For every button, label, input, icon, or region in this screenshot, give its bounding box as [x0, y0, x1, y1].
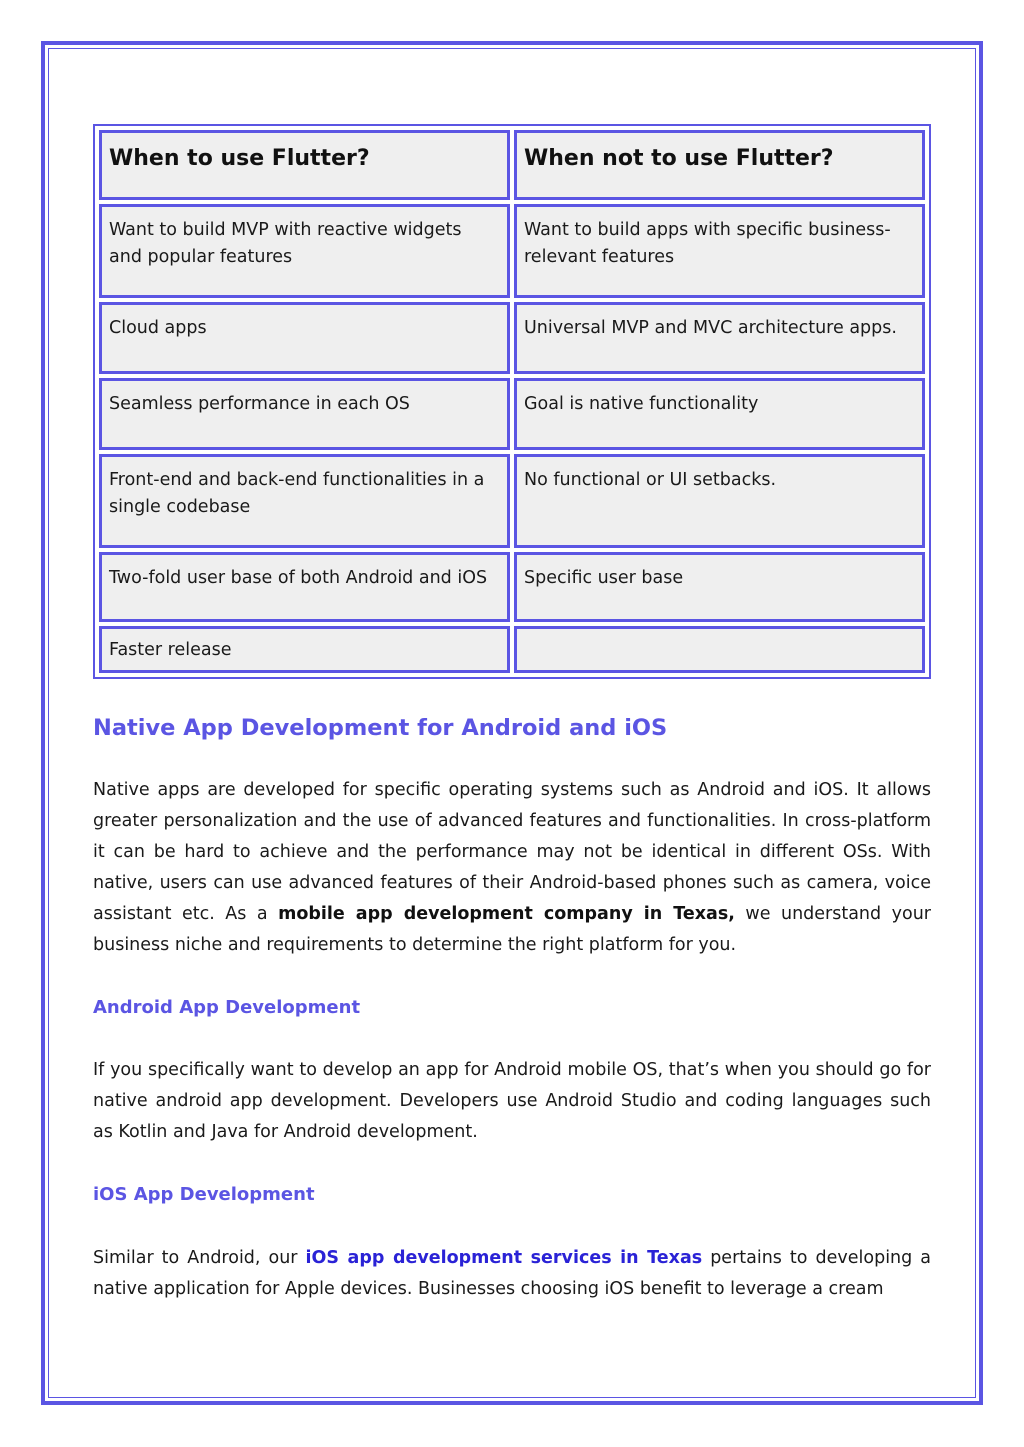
- table-row: [99, 378, 925, 450]
- table-header-cell: When to use Flutter?: [99, 130, 510, 200]
- table-cell: Want to build MVP with reactive widgets and popular features: [99, 204, 510, 298]
- native-paragraph-text: Native apps are developed for specific operating systems such as Android and iOS. It allows greater personalization and the use of advanced features and functionalities. In cross-platform it can be hard to achieve and the performance may not be identical in different OSs. With native, users can use advanced features of their Android-based phones such as camera, voice assistant etc. As a: [93, 780, 931, 924]
- android-section-heading: Android App Development: [93, 997, 361, 1018]
- table-header-row: [99, 130, 925, 200]
- table-cell-empty: [514, 626, 925, 673]
- table-cell: Specific user base: [514, 552, 925, 622]
- table-cell: Goal is native functionality: [514, 378, 925, 450]
- native-paragraph-bold: mobile app development company in Texas,: [278, 904, 735, 924]
- ios-paragraph-text-end: pertains to developing a native application for Apple devices. Businesses choosing iOS benefit to leverage a cream: [93, 1248, 931, 1299]
- table-row: [99, 626, 925, 673]
- android-paragraph: If you specifically want to develop an app for Android mobile OS, that’s when you should go for native android app development. Developers use Android Studio and coding languages such as Kotlin and Java for Android development.: [93, 1060, 931, 1142]
- table-cell: Seamless performance in each OS: [99, 378, 510, 450]
- table-row: [99, 552, 925, 622]
- ios-paragraph-text: Similar to Android, our: [93, 1248, 306, 1268]
- ios-services-link[interactable]: iOS app development services in Texas: [305, 1248, 703, 1268]
- table-cell: Front-end and back-end functionalities in a single codebase: [99, 454, 510, 548]
- ios-paragraph: [93, 1243, 931, 1305]
- table-row: [99, 302, 925, 374]
- flutter-comparison-table: [93, 124, 931, 679]
- native-paragraph-text-end: we understand your business niche and requirements to determine the right platform for you.: [93, 904, 931, 955]
- table-cell: No functional or UI setbacks.: [514, 454, 925, 548]
- document-content: [93, 124, 931, 1305]
- native-paragraph: [93, 775, 931, 961]
- table-cell: Two-fold user base of both Android and iOS: [99, 552, 510, 622]
- ios-section-heading: iOS App Development: [93, 1184, 315, 1205]
- table-cell: Want to build apps with specific business-relevant features: [514, 204, 925, 298]
- table-cell: Faster release: [99, 626, 510, 673]
- native-section-heading: Native App Development for Android and iOS: [93, 715, 668, 741]
- table-row: [99, 204, 925, 298]
- table-row: [99, 454, 925, 548]
- table-cell: Cloud apps: [99, 302, 510, 374]
- table-cell: Universal MVP and MVC architecture apps.: [514, 302, 925, 374]
- table-header-cell: When not to use Flutter?: [514, 130, 925, 200]
